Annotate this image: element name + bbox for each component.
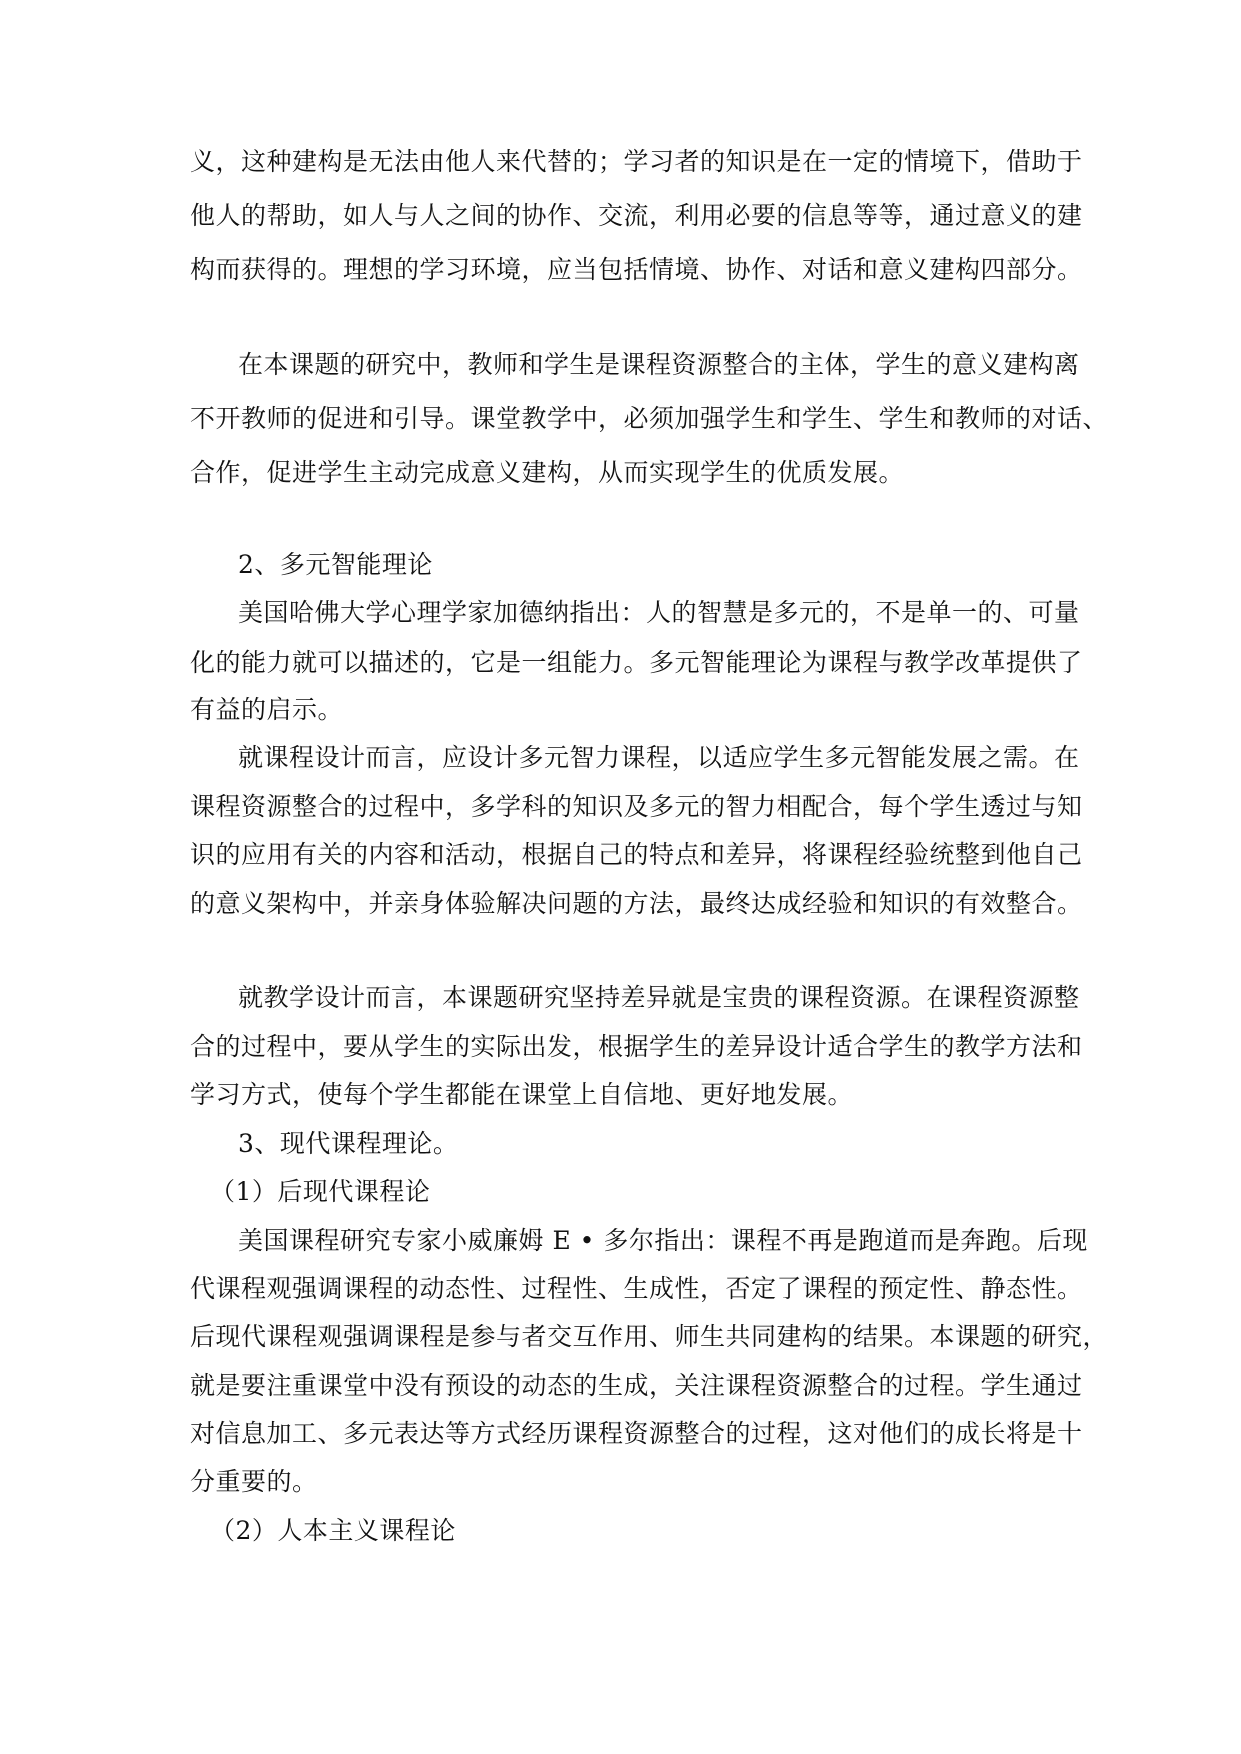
text-line: 识的应用有关的内容和活动，根据自己的特点和差异，将课程经验统整到他自己 [190,840,1083,869]
paragraph-first-line: 就教学设计而言，本课题研究坚持差异就是宝贵的课程资源。在课程资源整 [238,983,1080,1012]
text-line: 构而获得的。理想的学习环境，应当包括情境、协作、对话和意义建构四部分。 [190,255,1083,284]
section-heading: 2、多元智能理论 [238,550,433,579]
paragraph-first-line: 在本课题的研究中，教师和学生是课程资源整合的主体，学生的意义建构离 [238,350,1080,379]
text-line: 后现代课程观强调课程是参与者交互作用、师生共同建构的结果。本课题的研究， [190,1322,1109,1351]
text-line: 合的过程中，要从学生的实际出发，根据学生的差异设计适合学生的教学方法和 [190,1032,1083,1061]
paragraph-first-line: 就课程设计而言，应设计多元智力课程，以适应学生多元智能发展之需。在 [238,743,1080,772]
paragraph-first-line: 美国课程研究专家小威廉姆 E • 多尔指出：课程不再是跑道而是奔跑。后现 [238,1226,1088,1255]
text-line: 不开教师的促进和引导。课堂教学中，必须加强学生和学生、学生和教师的对话、 [190,404,1109,433]
text-line: 义，这种建构是无法由他人来代替的；学习者的知识是在一定的情境下，借助于 [190,147,1083,176]
text-line: 他人的帮助，如人与人之间的协作、交流，利用必要的信息等等，通过意义的建 [190,201,1083,230]
text-line: 就是要注重课堂中没有预设的动态的生成，关注课程资源整合的过程。学生通过 [190,1371,1083,1400]
subsection-heading: （1）后现代课程论 [210,1177,431,1206]
text-line: 分重要的。 [190,1467,318,1496]
text-line: 对信息加工、多元表达等方式经历课程资源整合的过程，这对他们的成长将是十 [190,1419,1083,1448]
paragraph-first-line: 美国哈佛大学心理学家加德纳指出：人的智慧是多元的，不是单一的、可量 [238,598,1080,627]
text-line: 合作，促进学生主动完成意义建构，从而实现学生的优质发展。 [190,458,905,487]
section-heading: 3、现代课程理论。 [238,1129,459,1158]
text-line: 的意义架构中，并亲身体验解决问题的方法，最终达成经验和知识的有效整合。 [190,889,1083,918]
text-line: 代课程观强调课程的动态性、过程性、生成性，否定了课程的预定性、静态性。 [190,1274,1083,1303]
text-line: 学习方式，使每个学生都能在课堂上自信地、更好地发展。 [190,1080,854,1109]
text-line: 课程资源整合的过程中，多学科的知识及多元的智力相配合，每个学生透过与知 [190,792,1083,821]
subsection-heading: （2）人本主义课程论 [210,1516,456,1545]
text-line: 有益的启示。 [190,695,344,724]
text-line: 化的能力就可以描述的，它是一组能力。多元智能理论为课程与教学改革提供了 [190,648,1083,677]
